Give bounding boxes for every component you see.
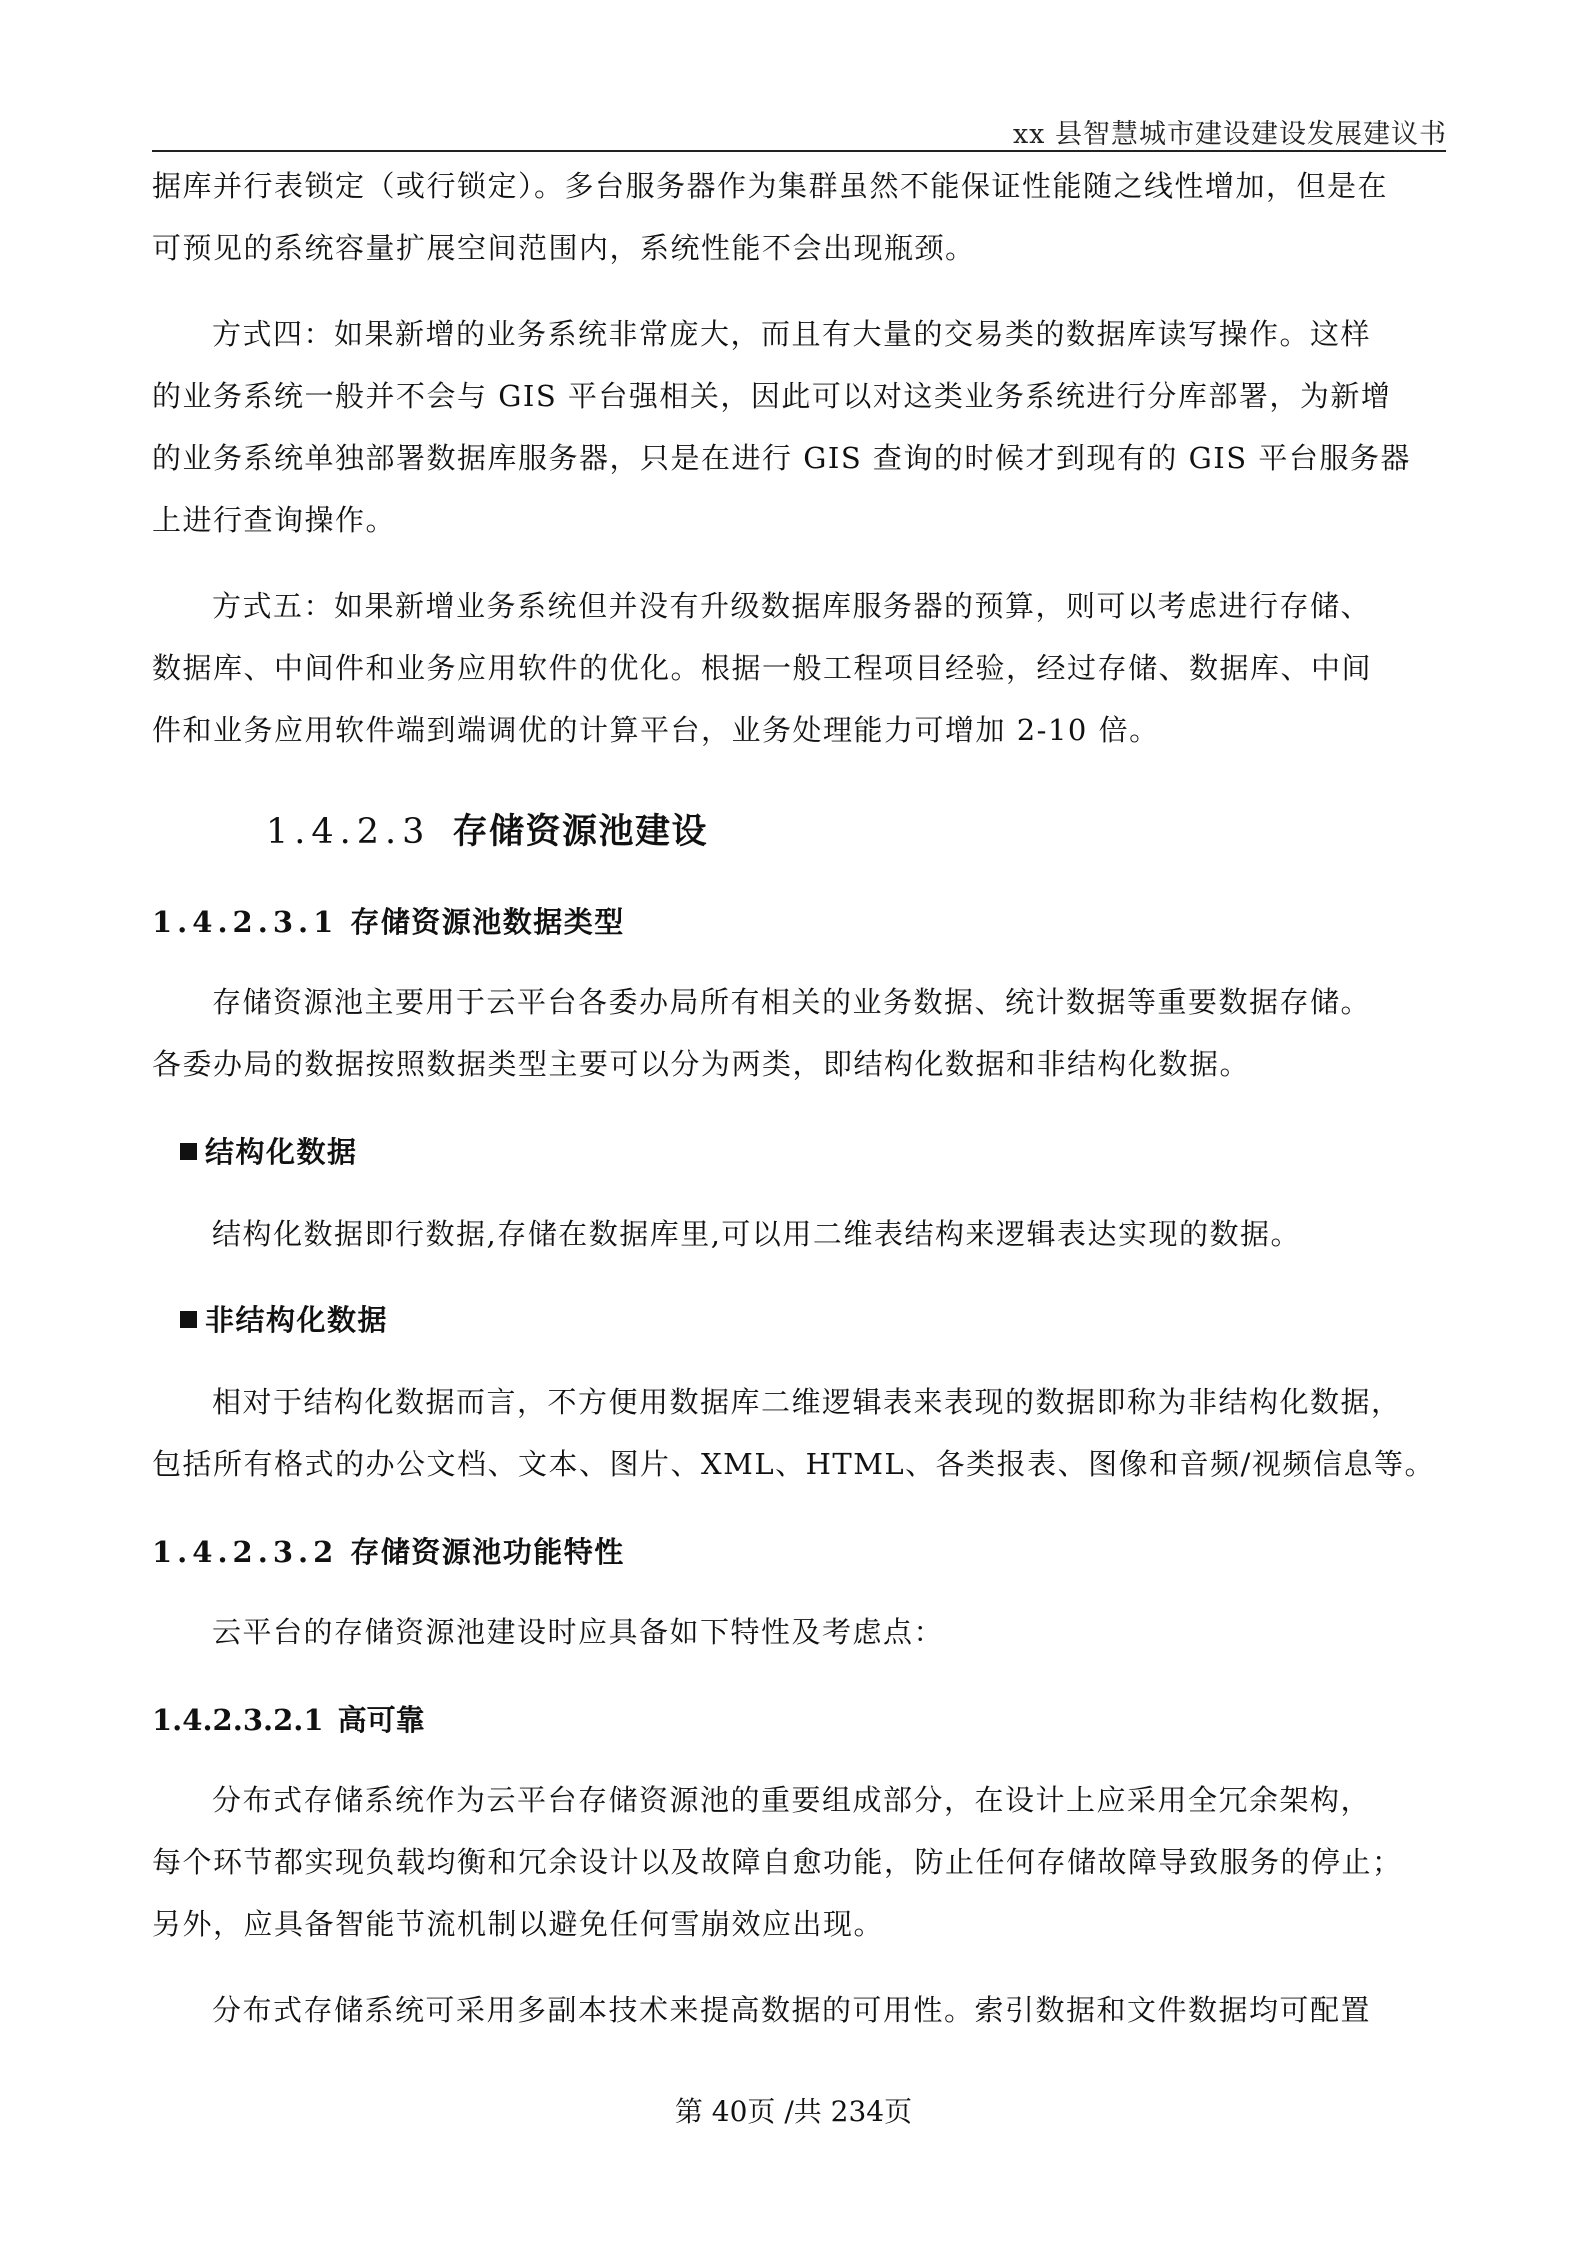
bullet-heading-structured [180,1130,358,1171]
paragraph-line: 存储资源池主要用于云平台各委办局所有相关的业务数据、统计数据等重要数据存储。 [212,985,1372,1019]
header-divider [152,150,1446,152]
section-title: 存储资源池功能特性 [350,1535,625,1569]
paragraph-line: 相对于结构化数据而言，不方便用数据库二维逻辑表来表现的数据即称为非结构化数据， [212,1385,1402,1419]
paragraph-line: 每个环节都实现负载均衡和冗余设计以及故障自愈功能，防止任何存储故障导致服务的停止； [152,1845,1403,1879]
paragraph-line: 数据库、中间件和业务应用软件的优化。根据一般工程项目经验，经过存储、数据库、中间 [152,651,1373,685]
paragraph-line: 分布式存储系统作为云平台存储资源池的重要组成部分，在设计上应采用全冗余架构， [212,1783,1372,1817]
paragraph-line: 分布式存储系统可采用多副本技术来提高数据的可用性。索引数据和文件数据均可配置 [212,1993,1372,2027]
section-number: 1.4.2.3.2 [152,1535,339,1569]
paragraph-line: 各委办局的数据按照数据类型主要可以分为两类，即结构化数据和非结构化数据。 [152,1047,1251,1081]
running-header: xx 县智慧城市建设建设发展建议书 [1012,119,1447,150]
paragraph-line: 另外，应具备智能节流机制以避免任何雪崩效应出现。 [152,1907,885,1941]
paragraph-line: 方式四：如果新增的业务系统非常庞大，而且有大量的交易类的数据库读写操作。这样 [212,317,1372,351]
bullet-label: 非结构化数据 [205,1303,389,1337]
section-number: 1.4.2.3 [266,812,431,852]
section-heading-1-4-2-3-2-1 [152,1698,425,1739]
paragraph-line: 云平台的存储资源池建设时应具备如下特性及考虑点： [212,1615,945,1649]
paragraph-line: 的业务系统单独部署数据库服务器，只是在进行 GIS 查询的时候才到现有的 GIS 平台服务器 [152,441,1411,475]
section-title: 存储资源池建设 [452,811,708,852]
paragraph-line: 据库并行表锁定（或行锁定）。多台服务器作为集群虽然不能保证性能随之线性增加，但是在 [152,169,1389,203]
paragraph-line: 方式五：如果新增业务系统但并没有升级数据库服务器的预算，则可以考虑进行存储、 [212,589,1372,623]
section-number: 1.4.2.3.1 [152,905,339,939]
paragraph-line: 上进行查询操作。 [152,503,397,537]
paragraph-line: 包括所有格式的办公文档、文本、图片、XML、HTML、各类报表、图像和音频/视频信息等。 [152,1447,1435,1481]
paragraph-line: 的业务系统一般并不会与 GIS 平台强相关，因此可以对这类业务系统进行分库部署，为新增 [152,379,1392,413]
paragraph-line: 可预见的系统容量扩展空间范围内，系统性能不会出现瓶颈。 [152,231,976,265]
square-bullet-icon [180,1311,197,1328]
section-number: 1.4.2.3.2.1 [152,1703,324,1737]
section-title: 存储资源池数据类型 [350,905,625,939]
paragraph-line: 结构化数据即行数据,存储在数据库里,可以用二维表结构来逻辑表达实现的数据。 [212,1217,1301,1251]
section-heading-1-4-2-3-1 [152,900,625,941]
bullet-label: 结构化数据 [205,1135,358,1169]
page-number-footer: 第 40页 /共 234页 [674,2095,913,2128]
section-heading-1-4-2-3 [266,804,708,854]
bullet-heading-unstructured [180,1298,388,1339]
section-title: 高可靠 [337,1703,425,1737]
paragraph-line: 件和业务应用软件端到端调优的计算平台，业务处理能力可增加 2-10 倍。 [152,713,1160,747]
square-bullet-icon [180,1143,197,1160]
section-heading-1-4-2-3-2 [152,1530,625,1571]
